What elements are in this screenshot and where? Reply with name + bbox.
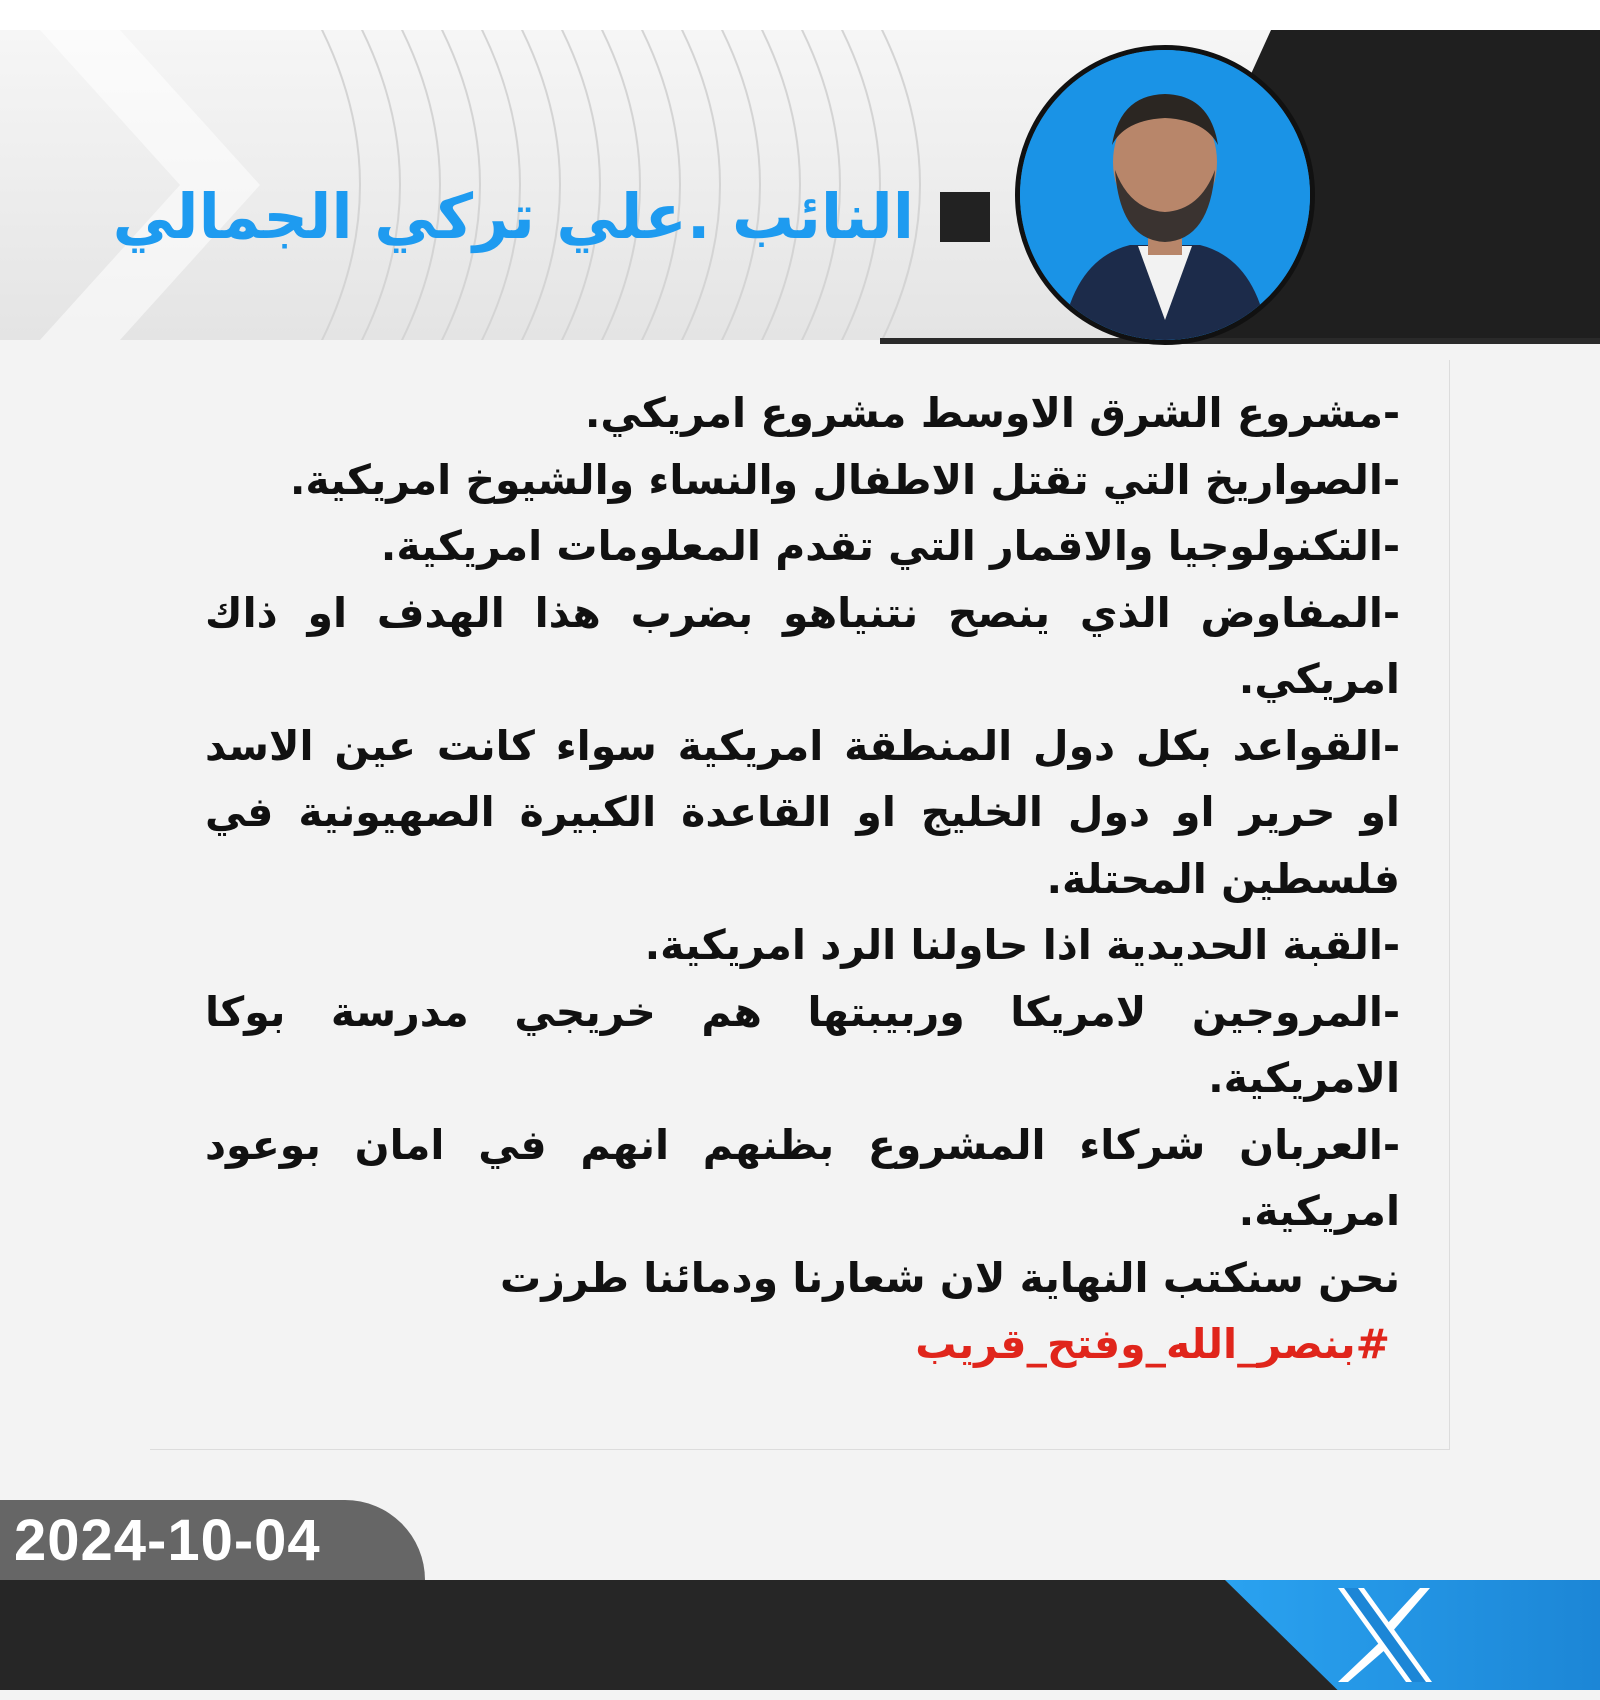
statement-line: -المروجين لامريكا وربيبتها هم خريجي مدرسة بوكا الامريكية.: [205, 987, 1400, 1102]
page-title: النائب .علي تركي الجمالي: [112, 180, 914, 253]
date-text: 2024-10-04: [14, 1507, 321, 1573]
hashtag: #بنصر_الله_وفتح_قريب: [915, 1320, 1390, 1368]
statement-line: -القواعد بكل دول المنطقة امريكية سواء كانت عين الاسد او حرير او دول الخليج او القاعدة الكبيرة الصهيونية في فلسطين المحتلة.: [205, 721, 1400, 903]
statement-line: -العربان شركاء المشروع بظنهم انهم في امان بوعود امريكية.: [205, 1120, 1400, 1235]
statement-line: -التكنولوجيا والاقمار التي تقدم المعلومات امريكية.: [380, 522, 1400, 570]
date-badge: [0, 1500, 425, 1580]
person-silhouette-icon: [1020, 50, 1310, 340]
x-logo-icon: [1330, 1580, 1440, 1690]
statement-line: -الصواريخ التي تقتل الاطفال والنساء والشيوخ امريكية.: [289, 455, 1400, 504]
statement-line: -مشروع الشرق الاوسط مشروع امريكي.: [584, 389, 1400, 437]
bottom-margin: [0, 1690, 1600, 1700]
statement-line: نحن سنكتب النهاية لان شعارنا ودمائنا طرزت: [500, 1253, 1400, 1302]
header-underline: [880, 338, 1600, 344]
statement-line: -المفاوض الذي ينصح نتنياهو بضرب هذا الهدف او ذاك امريكي.: [205, 588, 1400, 703]
avatar: [1015, 45, 1315, 345]
title-row: [113, 180, 990, 253]
statement-line: -القبة الحديدية اذا حاولنا الرد امريكية.: [644, 921, 1400, 969]
square-bullet-icon: [940, 192, 990, 242]
statement-body: [205, 380, 1400, 1378]
top-margin: [0, 0, 1600, 30]
